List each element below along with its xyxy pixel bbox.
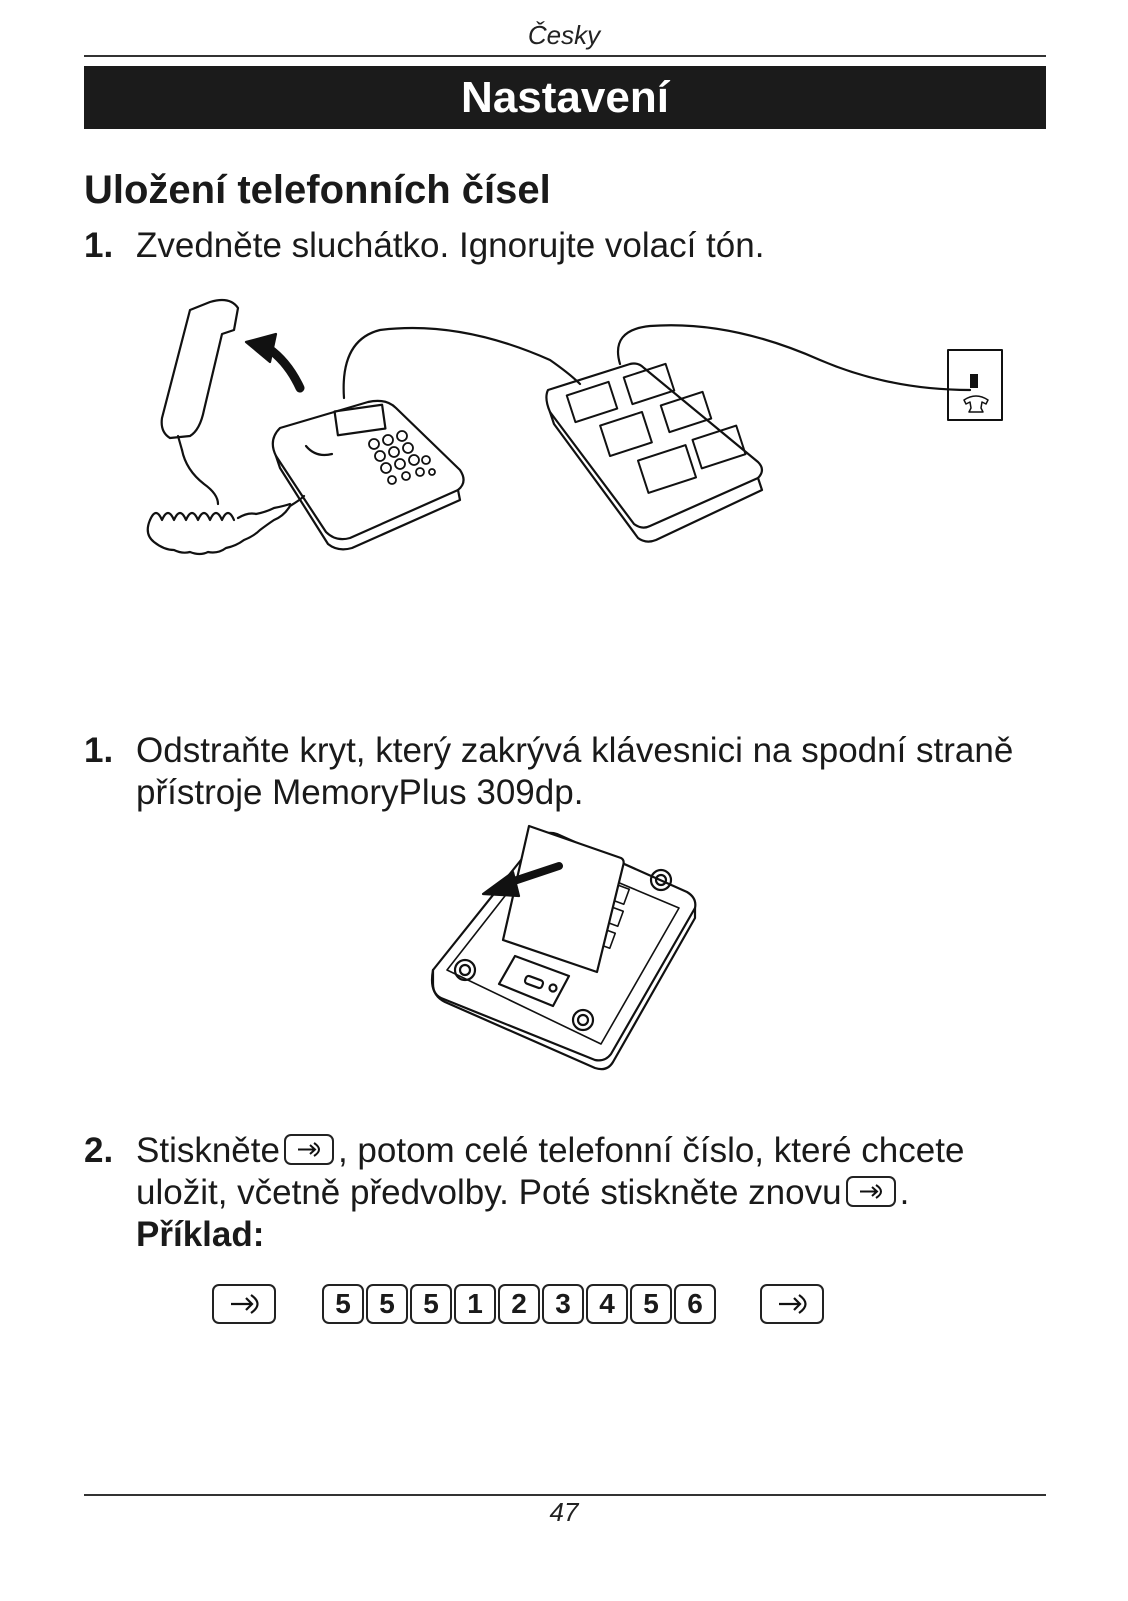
- page-heading: Uložení telefonních čísel: [84, 168, 551, 212]
- example-label: Příklad:: [136, 1215, 265, 1254]
- store-arrow-icon: [760, 1284, 824, 1324]
- step-text: Zvedněte sluchátko. Ignorujte volací tón.: [136, 226, 765, 265]
- digit-key: 4: [586, 1284, 628, 1324]
- footer-rule: [84, 1494, 1046, 1496]
- step-text-end: .: [899, 1173, 910, 1212]
- digit-key: 5: [630, 1284, 672, 1324]
- digit-key: 5: [366, 1284, 408, 1324]
- step-remove-cover: [84, 730, 1044, 814]
- step-text-start: Stiskněte: [136, 1131, 280, 1170]
- page-number: 47: [549, 1497, 579, 1527]
- remove-cover-illustration: [425, 822, 705, 1077]
- digit-key: 1: [454, 1284, 496, 1324]
- header-rule: [84, 55, 1046, 57]
- digit-key: 6: [674, 1284, 716, 1324]
- store-arrow-icon: [284, 1134, 334, 1165]
- store-arrow-icon: [212, 1284, 276, 1324]
- step-number: 2.: [84, 1131, 114, 1170]
- step-pick-up-handset: [84, 225, 1044, 267]
- digit-key: 2: [498, 1284, 540, 1324]
- step-text-middle: , potom celé telefonní číslo, které chcete uložit, včetně předvolby. Poté stiskněte znovu: [136, 1131, 965, 1212]
- step-number: 1.: [84, 226, 114, 265]
- digit-key: 5: [322, 1284, 364, 1324]
- step-text: Odstraňte kryt, který zakrývá klávesnici na spodní straně přístroje MemoryPlus 309dp.: [136, 731, 1014, 812]
- step-store-number: [84, 1130, 1044, 1256]
- phone-setup-illustration: [130, 290, 1020, 580]
- step-number: 1.: [84, 731, 114, 770]
- store-arrow-icon: [846, 1176, 896, 1207]
- language-label: Česky: [527, 20, 601, 50]
- digit-key: 3: [542, 1284, 584, 1324]
- section-title-banner: Nastavení: [84, 66, 1046, 129]
- digit-key: 5: [410, 1284, 452, 1324]
